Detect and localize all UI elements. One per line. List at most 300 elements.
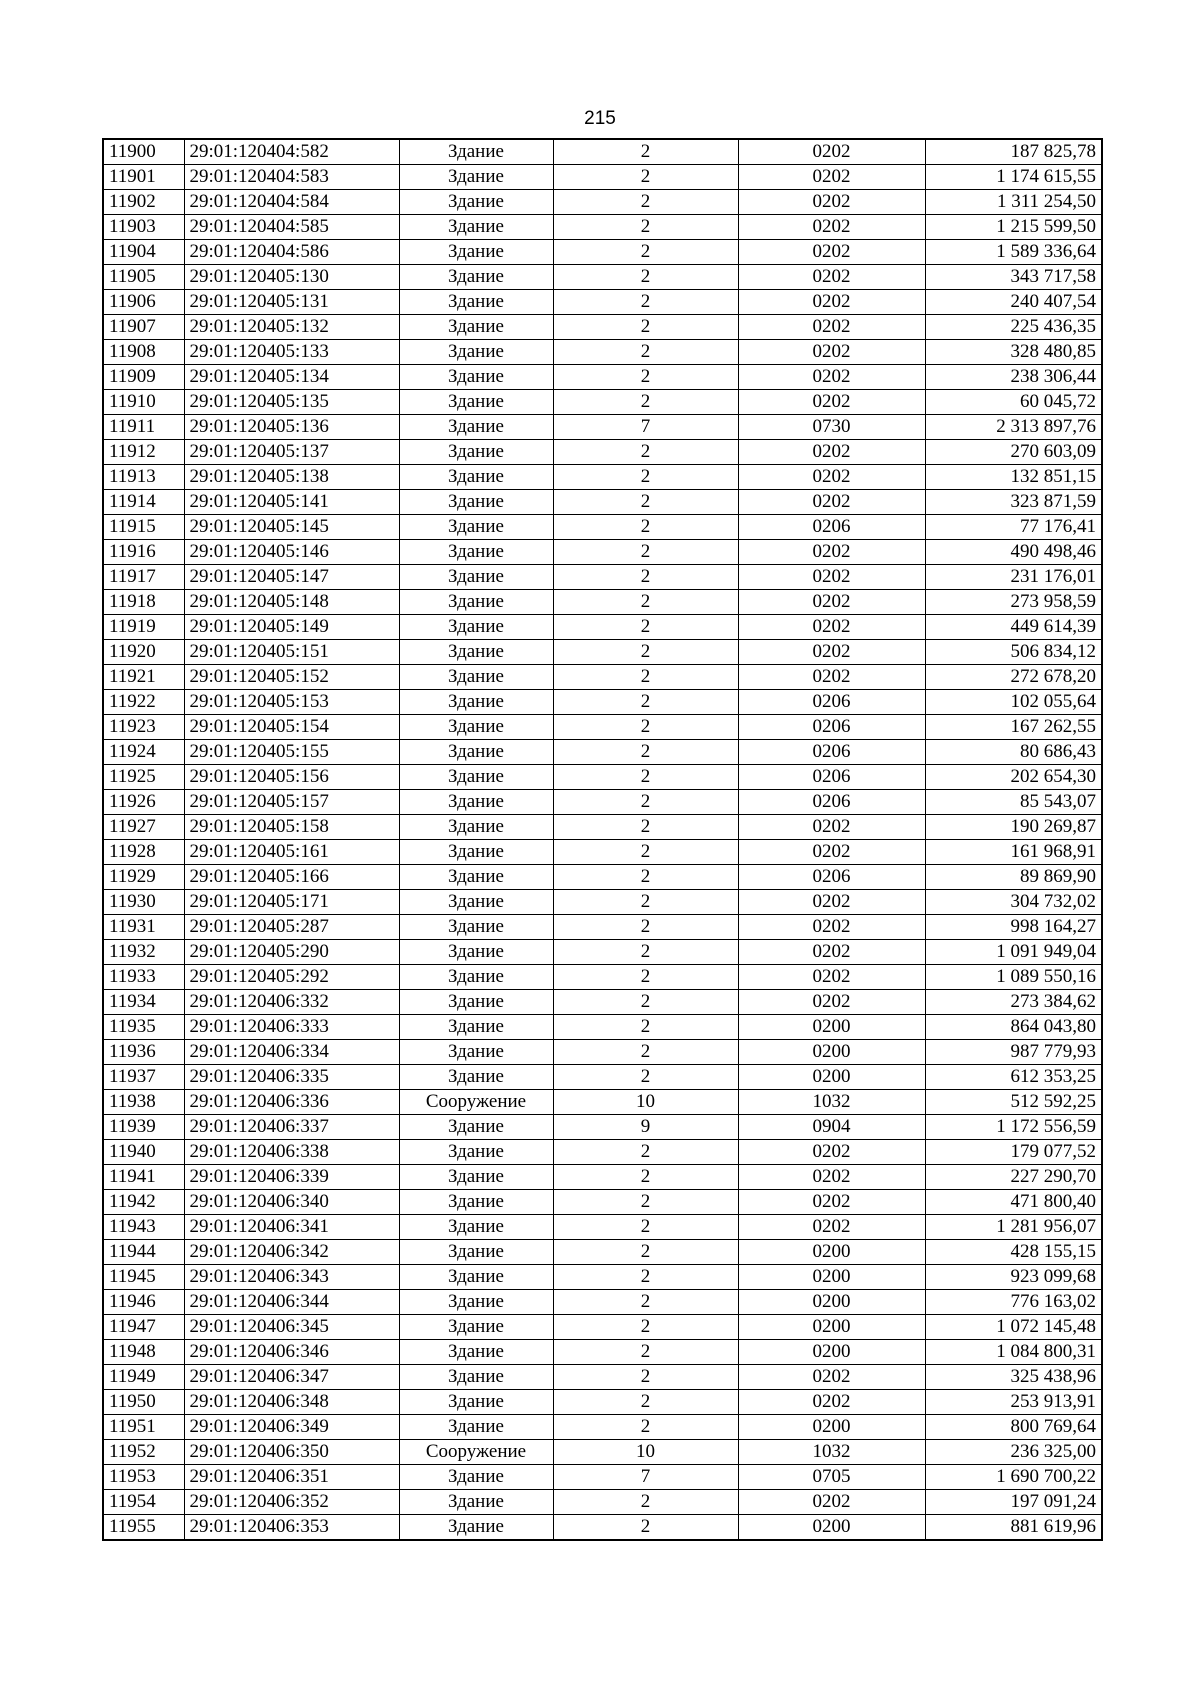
cadastral-number-cell: 29:01:120404:582 bbox=[184, 139, 399, 165]
cadastral-number-cell: 29:01:120406:338 bbox=[184, 1140, 399, 1165]
row-number-cell: 11911 bbox=[103, 415, 184, 440]
object-type-cell: Здание bbox=[399, 1215, 553, 1240]
cadastral-value-cell: 1 215 599,50 bbox=[925, 215, 1102, 240]
subgroup-code-cell: 0202 bbox=[738, 840, 925, 865]
group-code-cell: 2 bbox=[553, 640, 738, 665]
table-row bbox=[103, 165, 1102, 190]
cadastral-number-cell: 29:01:120405:148 bbox=[184, 590, 399, 615]
object-type-cell: Здание bbox=[399, 890, 553, 915]
cadastral-value-cell: 428 155,15 bbox=[925, 1240, 1102, 1265]
registry-table bbox=[102, 138, 1103, 1541]
subgroup-code-cell: 0202 bbox=[738, 1140, 925, 1165]
row-number-cell: 11919 bbox=[103, 615, 184, 640]
cadastral-value-cell: 1 172 556,59 bbox=[925, 1115, 1102, 1140]
group-code-cell: 2 bbox=[553, 915, 738, 940]
object-type-cell: Здание bbox=[399, 290, 553, 315]
object-type-cell: Здание bbox=[399, 365, 553, 390]
group-code-cell: 2 bbox=[553, 715, 738, 740]
cadastral-number-cell: 29:01:120406:353 bbox=[184, 1515, 399, 1541]
group-code-cell: 2 bbox=[553, 315, 738, 340]
table-row bbox=[103, 490, 1102, 515]
cadastral-number-cell: 29:01:120405:146 bbox=[184, 540, 399, 565]
cadastral-number-cell: 29:01:120406:346 bbox=[184, 1340, 399, 1365]
table-row bbox=[103, 915, 1102, 940]
cadastral-number-cell: 29:01:120406:348 bbox=[184, 1390, 399, 1415]
object-type-cell: Здание bbox=[399, 715, 553, 740]
subgroup-code-cell: 0202 bbox=[738, 1390, 925, 1415]
row-number-cell: 11913 bbox=[103, 465, 184, 490]
row-number-cell: 11923 bbox=[103, 715, 184, 740]
group-code-cell: 2 bbox=[553, 1490, 738, 1515]
cadastral-number-cell: 29:01:120406:334 bbox=[184, 1040, 399, 1065]
group-code-cell: 2 bbox=[553, 1390, 738, 1415]
object-type-cell: Здание bbox=[399, 815, 553, 840]
subgroup-code-cell: 0202 bbox=[738, 815, 925, 840]
row-number-cell: 11922 bbox=[103, 690, 184, 715]
cadastral-value-cell: 800 769,64 bbox=[925, 1415, 1102, 1440]
cadastral-value-cell: 236 325,00 bbox=[925, 1440, 1102, 1465]
subgroup-code-cell: 0202 bbox=[738, 1165, 925, 1190]
registry-table-body bbox=[103, 139, 1102, 1540]
row-number-cell: 11914 bbox=[103, 490, 184, 515]
object-type-cell: Здание bbox=[399, 1390, 553, 1415]
group-code-cell: 2 bbox=[553, 665, 738, 690]
row-number-cell: 11924 bbox=[103, 740, 184, 765]
cadastral-number-cell: 29:01:120405:138 bbox=[184, 465, 399, 490]
subgroup-code-cell: 0202 bbox=[738, 440, 925, 465]
cadastral-value-cell: 85 543,07 bbox=[925, 790, 1102, 815]
subgroup-code-cell: 0202 bbox=[738, 1365, 925, 1390]
subgroup-code-cell: 0202 bbox=[738, 265, 925, 290]
table-row bbox=[103, 240, 1102, 265]
cadastral-value-cell: 1 174 615,55 bbox=[925, 165, 1102, 190]
cadastral-value-cell: 187 825,78 bbox=[925, 139, 1102, 165]
row-number-cell: 11939 bbox=[103, 1115, 184, 1140]
group-code-cell: 2 bbox=[553, 740, 738, 765]
cadastral-number-cell: 29:01:120406:345 bbox=[184, 1315, 399, 1340]
object-type-cell: Здание bbox=[399, 440, 553, 465]
table-row bbox=[103, 640, 1102, 665]
table-row bbox=[103, 139, 1102, 165]
table-row bbox=[103, 1140, 1102, 1165]
cadastral-value-cell: 1 072 145,48 bbox=[925, 1315, 1102, 1340]
table-row bbox=[103, 290, 1102, 315]
object-type-cell: Здание bbox=[399, 990, 553, 1015]
subgroup-code-cell: 0202 bbox=[738, 215, 925, 240]
subgroup-code-cell: 0202 bbox=[738, 565, 925, 590]
object-type-cell: Здание bbox=[399, 640, 553, 665]
object-type-cell: Здание bbox=[399, 1115, 553, 1140]
subgroup-code-cell: 0200 bbox=[738, 1290, 925, 1315]
object-type-cell: Здание bbox=[399, 1265, 553, 1290]
object-type-cell: Сооружение bbox=[399, 1090, 553, 1115]
object-type-cell: Здание bbox=[399, 139, 553, 165]
cadastral-number-cell: 29:01:120406:340 bbox=[184, 1190, 399, 1215]
row-number-cell: 11948 bbox=[103, 1340, 184, 1365]
subgroup-code-cell: 0202 bbox=[738, 1215, 925, 1240]
group-code-cell: 2 bbox=[553, 790, 738, 815]
table-row bbox=[103, 1490, 1102, 1515]
cadastral-number-cell: 29:01:120405:151 bbox=[184, 640, 399, 665]
group-code-cell: 2 bbox=[553, 1140, 738, 1165]
subgroup-code-cell: 0904 bbox=[738, 1115, 925, 1140]
object-type-cell: Здание bbox=[399, 1315, 553, 1340]
object-type-cell: Здание bbox=[399, 1040, 553, 1065]
subgroup-code-cell: 0200 bbox=[738, 1015, 925, 1040]
row-number-cell: 11928 bbox=[103, 840, 184, 865]
cadastral-number-cell: 29:01:120405:161 bbox=[184, 840, 399, 865]
group-code-cell: 2 bbox=[553, 1290, 738, 1315]
cadastral-value-cell: 325 438,96 bbox=[925, 1365, 1102, 1390]
table-row bbox=[103, 1390, 1102, 1415]
object-type-cell: Здание bbox=[399, 340, 553, 365]
cadastral-value-cell: 490 498,46 bbox=[925, 540, 1102, 565]
object-type-cell: Здание bbox=[399, 940, 553, 965]
cadastral-value-cell: 132 851,15 bbox=[925, 465, 1102, 490]
subgroup-code-cell: 0202 bbox=[738, 365, 925, 390]
table-row bbox=[103, 1040, 1102, 1065]
cadastral-value-cell: 190 269,87 bbox=[925, 815, 1102, 840]
row-number-cell: 11901 bbox=[103, 165, 184, 190]
subgroup-code-cell: 0200 bbox=[738, 1040, 925, 1065]
object-type-cell: Здание bbox=[399, 1015, 553, 1040]
object-type-cell: Здание bbox=[399, 840, 553, 865]
cadastral-value-cell: 273 384,62 bbox=[925, 990, 1102, 1015]
subgroup-code-cell: 0200 bbox=[738, 1240, 925, 1265]
cadastral-value-cell: 471 800,40 bbox=[925, 1190, 1102, 1215]
row-number-cell: 11905 bbox=[103, 265, 184, 290]
cadastral-number-cell: 29:01:120406:347 bbox=[184, 1365, 399, 1390]
subgroup-code-cell: 1032 bbox=[738, 1090, 925, 1115]
table-row bbox=[103, 865, 1102, 890]
cadastral-number-cell: 29:01:120405:132 bbox=[184, 315, 399, 340]
cadastral-value-cell: 923 099,68 bbox=[925, 1265, 1102, 1290]
cadastral-value-cell: 1 589 336,64 bbox=[925, 240, 1102, 265]
table-row bbox=[103, 1215, 1102, 1240]
row-number-cell: 11927 bbox=[103, 815, 184, 840]
table-row bbox=[103, 590, 1102, 615]
row-number-cell: 11946 bbox=[103, 1290, 184, 1315]
subgroup-code-cell: 0200 bbox=[738, 1315, 925, 1340]
cadastral-value-cell: 1 089 550,16 bbox=[925, 965, 1102, 990]
table-row bbox=[103, 1165, 1102, 1190]
table-row bbox=[103, 765, 1102, 790]
row-number-cell: 11936 bbox=[103, 1040, 184, 1065]
object-type-cell: Здание bbox=[399, 515, 553, 540]
object-type-cell: Здание bbox=[399, 1240, 553, 1265]
subgroup-code-cell: 0202 bbox=[738, 315, 925, 340]
group-code-cell: 2 bbox=[553, 690, 738, 715]
row-number-cell: 11938 bbox=[103, 1090, 184, 1115]
cadastral-value-cell: 197 091,24 bbox=[925, 1490, 1102, 1515]
row-number-cell: 11951 bbox=[103, 1415, 184, 1440]
table-row bbox=[103, 340, 1102, 365]
cadastral-number-cell: 29:01:120405:157 bbox=[184, 790, 399, 815]
object-type-cell: Здание bbox=[399, 765, 553, 790]
cadastral-number-cell: 29:01:120406:333 bbox=[184, 1015, 399, 1040]
row-number-cell: 11950 bbox=[103, 1390, 184, 1415]
subgroup-code-cell: 0202 bbox=[738, 915, 925, 940]
object-type-cell: Здание bbox=[399, 1065, 553, 1090]
object-type-cell: Здание bbox=[399, 1340, 553, 1365]
subgroup-code-cell: 0206 bbox=[738, 715, 925, 740]
cadastral-number-cell: 29:01:120405:130 bbox=[184, 265, 399, 290]
subgroup-code-cell: 0202 bbox=[738, 940, 925, 965]
subgroup-code-cell: 0202 bbox=[738, 390, 925, 415]
row-number-cell: 11902 bbox=[103, 190, 184, 215]
row-number-cell: 11920 bbox=[103, 640, 184, 665]
row-number-cell: 11910 bbox=[103, 390, 184, 415]
table-row bbox=[103, 465, 1102, 490]
object-type-cell: Здание bbox=[399, 465, 553, 490]
cadastral-number-cell: 29:01:120406:343 bbox=[184, 1265, 399, 1290]
cadastral-value-cell: 512 592,25 bbox=[925, 1090, 1102, 1115]
subgroup-code-cell: 0202 bbox=[738, 190, 925, 215]
cadastral-value-cell: 89 869,90 bbox=[925, 865, 1102, 890]
subgroup-code-cell: 0705 bbox=[738, 1465, 925, 1490]
subgroup-code-cell: 0200 bbox=[738, 1065, 925, 1090]
cadastral-number-cell: 29:01:120404:586 bbox=[184, 240, 399, 265]
subgroup-code-cell: 0206 bbox=[738, 515, 925, 540]
subgroup-code-cell: 0206 bbox=[738, 740, 925, 765]
table-row bbox=[103, 390, 1102, 415]
group-code-cell: 2 bbox=[553, 1065, 738, 1090]
cadastral-number-cell: 29:01:120404:584 bbox=[184, 190, 399, 215]
cadastral-value-cell: 102 055,64 bbox=[925, 690, 1102, 715]
cadastral-value-cell: 80 686,43 bbox=[925, 740, 1102, 765]
table-row bbox=[103, 790, 1102, 815]
cadastral-number-cell: 29:01:120405:136 bbox=[184, 415, 399, 440]
cadastral-number-cell: 29:01:120405:135 bbox=[184, 390, 399, 415]
cadastral-value-cell: 270 603,09 bbox=[925, 440, 1102, 465]
cadastral-value-cell: 1 084 800,31 bbox=[925, 1340, 1102, 1365]
cadastral-number-cell: 29:01:120406:350 bbox=[184, 1440, 399, 1465]
object-type-cell: Здание bbox=[399, 1465, 553, 1490]
group-code-cell: 2 bbox=[553, 890, 738, 915]
table-row bbox=[103, 890, 1102, 915]
object-type-cell: Здание bbox=[399, 315, 553, 340]
group-code-cell: 2 bbox=[553, 1165, 738, 1190]
group-code-cell: 2 bbox=[553, 840, 738, 865]
group-code-cell: 2 bbox=[553, 1265, 738, 1290]
table-row bbox=[103, 1340, 1102, 1365]
group-code-cell: 2 bbox=[553, 815, 738, 840]
subgroup-code-cell: 0202 bbox=[738, 1190, 925, 1215]
cadastral-value-cell: 238 306,44 bbox=[925, 365, 1102, 390]
group-code-cell: 2 bbox=[553, 1415, 738, 1440]
cadastral-value-cell: 506 834,12 bbox=[925, 640, 1102, 665]
object-type-cell: Здание bbox=[399, 390, 553, 415]
table-row bbox=[103, 665, 1102, 690]
table-row bbox=[103, 215, 1102, 240]
cadastral-number-cell: 29:01:120404:583 bbox=[184, 165, 399, 190]
row-number-cell: 11954 bbox=[103, 1490, 184, 1515]
object-type-cell: Здание bbox=[399, 1165, 553, 1190]
cadastral-value-cell: 167 262,55 bbox=[925, 715, 1102, 740]
object-type-cell: Здание bbox=[399, 1140, 553, 1165]
cadastral-value-cell: 272 678,20 bbox=[925, 665, 1102, 690]
cadastral-value-cell: 60 045,72 bbox=[925, 390, 1102, 415]
subgroup-code-cell: 0202 bbox=[738, 1490, 925, 1515]
cadastral-value-cell: 1 690 700,22 bbox=[925, 1465, 1102, 1490]
object-type-cell: Здание bbox=[399, 1415, 553, 1440]
cadastral-number-cell: 29:01:120406:349 bbox=[184, 1415, 399, 1440]
table-row bbox=[103, 415, 1102, 440]
cadastral-number-cell: 29:01:120406:342 bbox=[184, 1240, 399, 1265]
group-code-cell: 2 bbox=[553, 1365, 738, 1390]
subgroup-code-cell: 0202 bbox=[738, 665, 925, 690]
group-code-cell: 2 bbox=[553, 290, 738, 315]
object-type-cell: Здание bbox=[399, 215, 553, 240]
group-code-cell: 10 bbox=[553, 1440, 738, 1465]
cadastral-number-cell: 29:01:120405:154 bbox=[184, 715, 399, 740]
table-row bbox=[103, 440, 1102, 465]
row-number-cell: 11953 bbox=[103, 1465, 184, 1490]
cadastral-value-cell: 202 654,30 bbox=[925, 765, 1102, 790]
cadastral-number-cell: 29:01:120405:155 bbox=[184, 740, 399, 765]
cadastral-number-cell: 29:01:120405:290 bbox=[184, 940, 399, 965]
group-code-cell: 2 bbox=[553, 340, 738, 365]
object-type-cell: Здание bbox=[399, 1365, 553, 1390]
page-number: 215 bbox=[584, 108, 616, 129]
table-row bbox=[103, 1240, 1102, 1265]
subgroup-code-cell: 0200 bbox=[738, 1265, 925, 1290]
row-number-cell: 11943 bbox=[103, 1215, 184, 1240]
cadastral-number-cell: 29:01:120406:336 bbox=[184, 1090, 399, 1115]
subgroup-code-cell: 0202 bbox=[738, 240, 925, 265]
subgroup-code-cell: 0202 bbox=[738, 540, 925, 565]
subgroup-code-cell: 0206 bbox=[738, 690, 925, 715]
row-number-cell: 11937 bbox=[103, 1065, 184, 1090]
object-type-cell: Здание bbox=[399, 1290, 553, 1315]
cadastral-number-cell: 29:01:120406:344 bbox=[184, 1290, 399, 1315]
table-row bbox=[103, 540, 1102, 565]
cadastral-value-cell: 449 614,39 bbox=[925, 615, 1102, 640]
object-type-cell: Здание bbox=[399, 690, 553, 715]
subgroup-code-cell: 0730 bbox=[738, 415, 925, 440]
group-code-cell: 2 bbox=[553, 1240, 738, 1265]
row-number-cell: 11926 bbox=[103, 790, 184, 815]
table-row bbox=[103, 740, 1102, 765]
cadastral-value-cell: 77 176,41 bbox=[925, 515, 1102, 540]
cadastral-number-cell: 29:01:120405:171 bbox=[184, 890, 399, 915]
group-code-cell: 2 bbox=[553, 165, 738, 190]
cadastral-number-cell: 29:01:120406:339 bbox=[184, 1165, 399, 1190]
row-number-cell: 11903 bbox=[103, 215, 184, 240]
cadastral-number-cell: 29:01:120406:337 bbox=[184, 1115, 399, 1140]
table-row bbox=[103, 1265, 1102, 1290]
cadastral-number-cell: 29:01:120406:341 bbox=[184, 1215, 399, 1240]
table-row bbox=[103, 1290, 1102, 1315]
table-row bbox=[103, 1415, 1102, 1440]
row-number-cell: 11900 bbox=[103, 139, 184, 165]
cadastral-value-cell: 1 311 254,50 bbox=[925, 190, 1102, 215]
group-code-cell: 2 bbox=[553, 615, 738, 640]
cadastral-value-cell: 1 091 949,04 bbox=[925, 940, 1102, 965]
cadastral-number-cell: 29:01:120405:131 bbox=[184, 290, 399, 315]
cadastral-number-cell: 29:01:120405:133 bbox=[184, 340, 399, 365]
object-type-cell: Здание bbox=[399, 965, 553, 990]
table-row bbox=[103, 1065, 1102, 1090]
cadastral-value-cell: 323 871,59 bbox=[925, 490, 1102, 515]
subgroup-code-cell: 0202 bbox=[738, 640, 925, 665]
table-row bbox=[103, 1190, 1102, 1215]
subgroup-code-cell: 0202 bbox=[738, 465, 925, 490]
group-code-cell: 2 bbox=[553, 1340, 738, 1365]
row-number-cell: 11940 bbox=[103, 1140, 184, 1165]
object-type-cell: Здание bbox=[399, 565, 553, 590]
group-code-cell: 2 bbox=[553, 515, 738, 540]
group-code-cell: 2 bbox=[553, 190, 738, 215]
cadastral-number-cell: 29:01:120405:137 bbox=[184, 440, 399, 465]
table-row bbox=[103, 515, 1102, 540]
row-number-cell: 11909 bbox=[103, 365, 184, 390]
group-code-cell: 2 bbox=[553, 965, 738, 990]
group-code-cell: 2 bbox=[553, 215, 738, 240]
group-code-cell: 2 bbox=[553, 465, 738, 490]
subgroup-code-cell: 0202 bbox=[738, 139, 925, 165]
group-code-cell: 2 bbox=[553, 265, 738, 290]
cadastral-number-cell: 29:01:120405:158 bbox=[184, 815, 399, 840]
row-number-cell: 11918 bbox=[103, 590, 184, 615]
subgroup-code-cell: 0200 bbox=[738, 1515, 925, 1541]
table-row bbox=[103, 1115, 1102, 1140]
subgroup-code-cell: 0202 bbox=[738, 990, 925, 1015]
table-row bbox=[103, 690, 1102, 715]
group-code-cell: 2 bbox=[553, 240, 738, 265]
object-type-cell: Здание bbox=[399, 415, 553, 440]
cadastral-value-cell: 987 779,93 bbox=[925, 1040, 1102, 1065]
subgroup-code-cell: 0200 bbox=[738, 1340, 925, 1365]
table-row bbox=[103, 1315, 1102, 1340]
group-code-cell: 2 bbox=[553, 490, 738, 515]
row-number-cell: 11930 bbox=[103, 890, 184, 915]
cadastral-value-cell: 225 436,35 bbox=[925, 315, 1102, 340]
cadastral-number-cell: 29:01:120405:149 bbox=[184, 615, 399, 640]
table-row bbox=[103, 365, 1102, 390]
subgroup-code-cell: 0200 bbox=[738, 1415, 925, 1440]
subgroup-code-cell: 0202 bbox=[738, 165, 925, 190]
subgroup-code-cell: 0202 bbox=[738, 340, 925, 365]
table-row bbox=[103, 715, 1102, 740]
subgroup-code-cell: 0202 bbox=[738, 890, 925, 915]
row-number-cell: 11933 bbox=[103, 965, 184, 990]
table-row bbox=[103, 840, 1102, 865]
cadastral-value-cell: 304 732,02 bbox=[925, 890, 1102, 915]
row-number-cell: 11917 bbox=[103, 565, 184, 590]
group-code-cell: 2 bbox=[553, 1015, 738, 1040]
cadastral-value-cell: 776 163,02 bbox=[925, 1290, 1102, 1315]
row-number-cell: 11929 bbox=[103, 865, 184, 890]
object-type-cell: Здание bbox=[399, 790, 553, 815]
group-code-cell: 2 bbox=[553, 1315, 738, 1340]
table-row bbox=[103, 1365, 1102, 1390]
cadastral-value-cell: 253 913,91 bbox=[925, 1390, 1102, 1415]
cadastral-number-cell: 29:01:120405:134 bbox=[184, 365, 399, 390]
table-row bbox=[103, 965, 1102, 990]
group-code-cell: 2 bbox=[553, 390, 738, 415]
cadastral-value-cell: 1 281 956,07 bbox=[925, 1215, 1102, 1240]
object-type-cell: Здание bbox=[399, 265, 553, 290]
row-number-cell: 11907 bbox=[103, 315, 184, 340]
cadastral-value-cell: 231 176,01 bbox=[925, 565, 1102, 590]
cadastral-number-cell: 29:01:120406:332 bbox=[184, 990, 399, 1015]
group-code-cell: 2 bbox=[553, 865, 738, 890]
cadastral-number-cell: 29:01:120405:141 bbox=[184, 490, 399, 515]
group-code-cell: 2 bbox=[553, 590, 738, 615]
row-number-cell: 11941 bbox=[103, 1165, 184, 1190]
group-code-cell: 2 bbox=[553, 940, 738, 965]
